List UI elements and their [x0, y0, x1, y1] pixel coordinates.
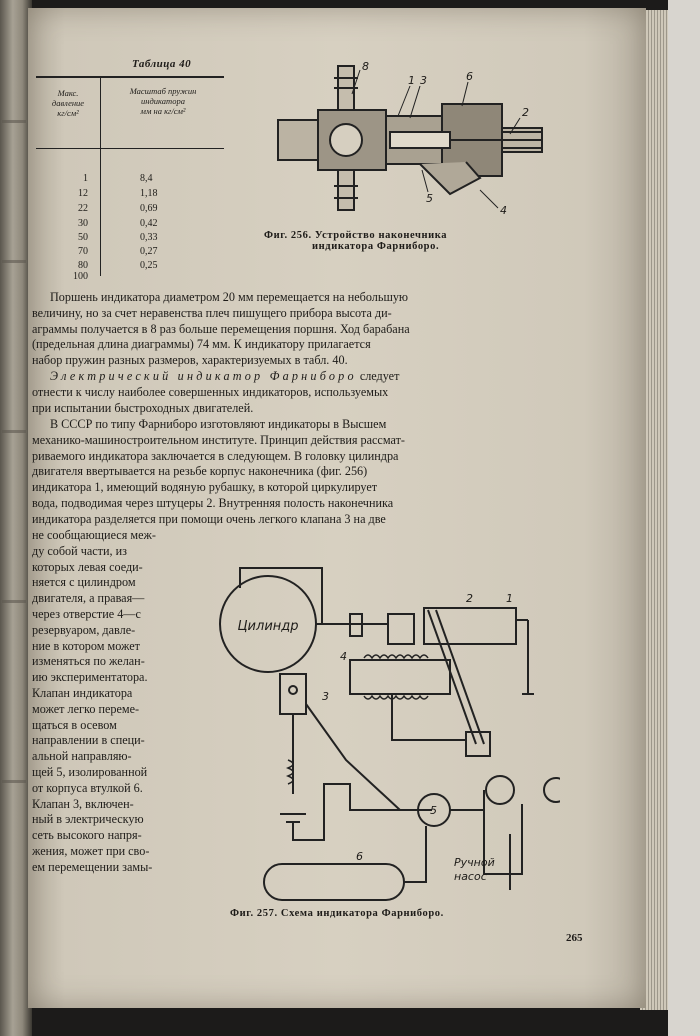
paragraph-3: В СССР по типу Фарниборо изготовляют индикаторы в Высшем механико-машиностроительном институте. Принцип действия рассмат- риваемого индикатора заключается в следующем. В головку цилиндра двигателя ввертывается на резьбе корпус наконечника (фиг. 256) индикатора 1, имеющий водяную рубашку, в которой циркулирует вода, подводимая через штуцеры 2. Внутренняя полость наконечника индикатора разделяется при помощи очень легкого клапана 3 на две [32, 417, 405, 526]
pump-label: Ручной [454, 856, 495, 869]
fig256-label: 4 [500, 204, 507, 217]
figure-256-caption: Фиг. 256. Устройство наконечника индикатора Фарниборо. [264, 230, 448, 252]
figure-257-caption: Фиг. 257. Схема индикатора Фарниборо. [230, 908, 444, 919]
background [668, 0, 700, 1036]
fig257-label: 6 [356, 850, 363, 863]
book-page: Таблица 40 Макс. давление кг/см² Масштаб пружин индикатора мм на кг/см² 1 8,4 12 1,18 22 0,69 30 0,42 50 0,33 70 0,27 80 0,25 100 8 1 3 6 5 4 2 Фиг. 256. Устройство наконечника индикатора Фарниборо. Поршень индикатора диаметром 20 мм перемещается на небольшую величину, но за счет неравенства плеч пишущего прибора высота ди- аграммы получается в 8 раз больше перемещения поршня. Ход барабана (предельная длина диаграммы) 74 мм. К индикатору прилагается набор пружин разных размеров, характеризуемых в табл. 40. Электрический индикатор Фарниборо следует отнести к числу наиболее совершенных индикаторов, используемых при испытании быстроходных двигателей. В СССР по типу Фарниборо изготовляют индикаторы в Высшем механико-машиностроительном институте. Принцип действия рассмат- риваемого индикатора заключается в следующем. В головку цилиндра двигателя ввертывается на резьбе корпус наконечника (фиг. 256) индикатора 1, имеющий водяную рубашку, в которой циркулирует вода, подводимая через штуцеры 2. Внутренняя полость наконечника индикатора разделяется при помощи очень легкого клапана 3 на две не сообщающиеся меж- ду собой части, из которых левая соеди- няется с цилиндром двигателя, а правая— через отверстие 4—с резервуаром, давле- ние в котором может изменяться по желан- ию экспериментатора. Клапан индикатора может легко переме- щаться в осевом направлении в специ- альной направляю- щей 5, изолированной от корпуса втулкой 6. Клапан 3, включен- ный в электрическую сеть высокого напря- жения, может при сво- ем перемещении замы- Цилиндр Ручной насос 1 2 3 4 5 6 Фиг. 257. Схема индикатора Фарниборо. 265 [28, 8, 646, 1008]
table-header-pressure: Макс. давление кг/см² [51, 88, 85, 118]
paragraph-1: Поршень индикатора диаметром 20 мм перемещается на небольшую величину, но за счет неравенства плеч пишущего прибора высота ди- аграммы получается в 8 раз больше перемещения поршня. Ход барабана (предельная длина диаграммы) 74 мм. К индикатору прилагается набор пружин разных размеров, характеризуемых в табл. 40. [32, 290, 410, 368]
table-title: Таблица 40 [132, 58, 192, 70]
page-number: 265 [566, 932, 583, 944]
fig256-label: 6 [466, 70, 473, 83]
column-text: не сообщающиеся меж- ду собой части, из которых левая соеди- няется с цилиндром двигателя, а правая— через отверстие 4—с резервуаром, давле- ние в котором может изменяться по желан- ию экспериментатора. Клапан индикатора может легко переме- щаться в осевом направлении в специ- альной направляю- щей 5, изолированной от корпуса втулкой 6. Клапан 3, включен- ный в электрическую сеть высокого напря- жения, может при сво- ем перемещении замы- [32, 528, 156, 874]
paragraph-2: Электрический индикатор Фарниборо следует отнести к числу наиболее совершенных индикаторов, используемых при испытании быстроходных двигателей. [32, 369, 400, 415]
figure-256-drawing [270, 58, 550, 218]
fig256-label: 3 [420, 74, 427, 87]
fig256-label: 1 [408, 74, 415, 87]
fig257-label: 3 [322, 690, 329, 703]
fig257-label: 2 [466, 592, 473, 605]
fig256-label: 8 [362, 60, 369, 73]
fig257-label: 1 [506, 592, 513, 605]
fig256-label: 5 [426, 192, 433, 205]
fig257-label: 5 [430, 804, 437, 817]
table-header-scale: Масштаб пружин индикатора мм на кг/см² [129, 86, 197, 116]
fig257-label: 4 [340, 650, 347, 663]
figure-257-schematic [210, 564, 560, 904]
pump-label: насос [454, 870, 487, 883]
term-electric-indicator: Электрический индикатор Фарниборо [50, 369, 357, 383]
fig256-label: 2 [522, 106, 529, 119]
cylinder-label: Цилиндр [237, 619, 299, 634]
